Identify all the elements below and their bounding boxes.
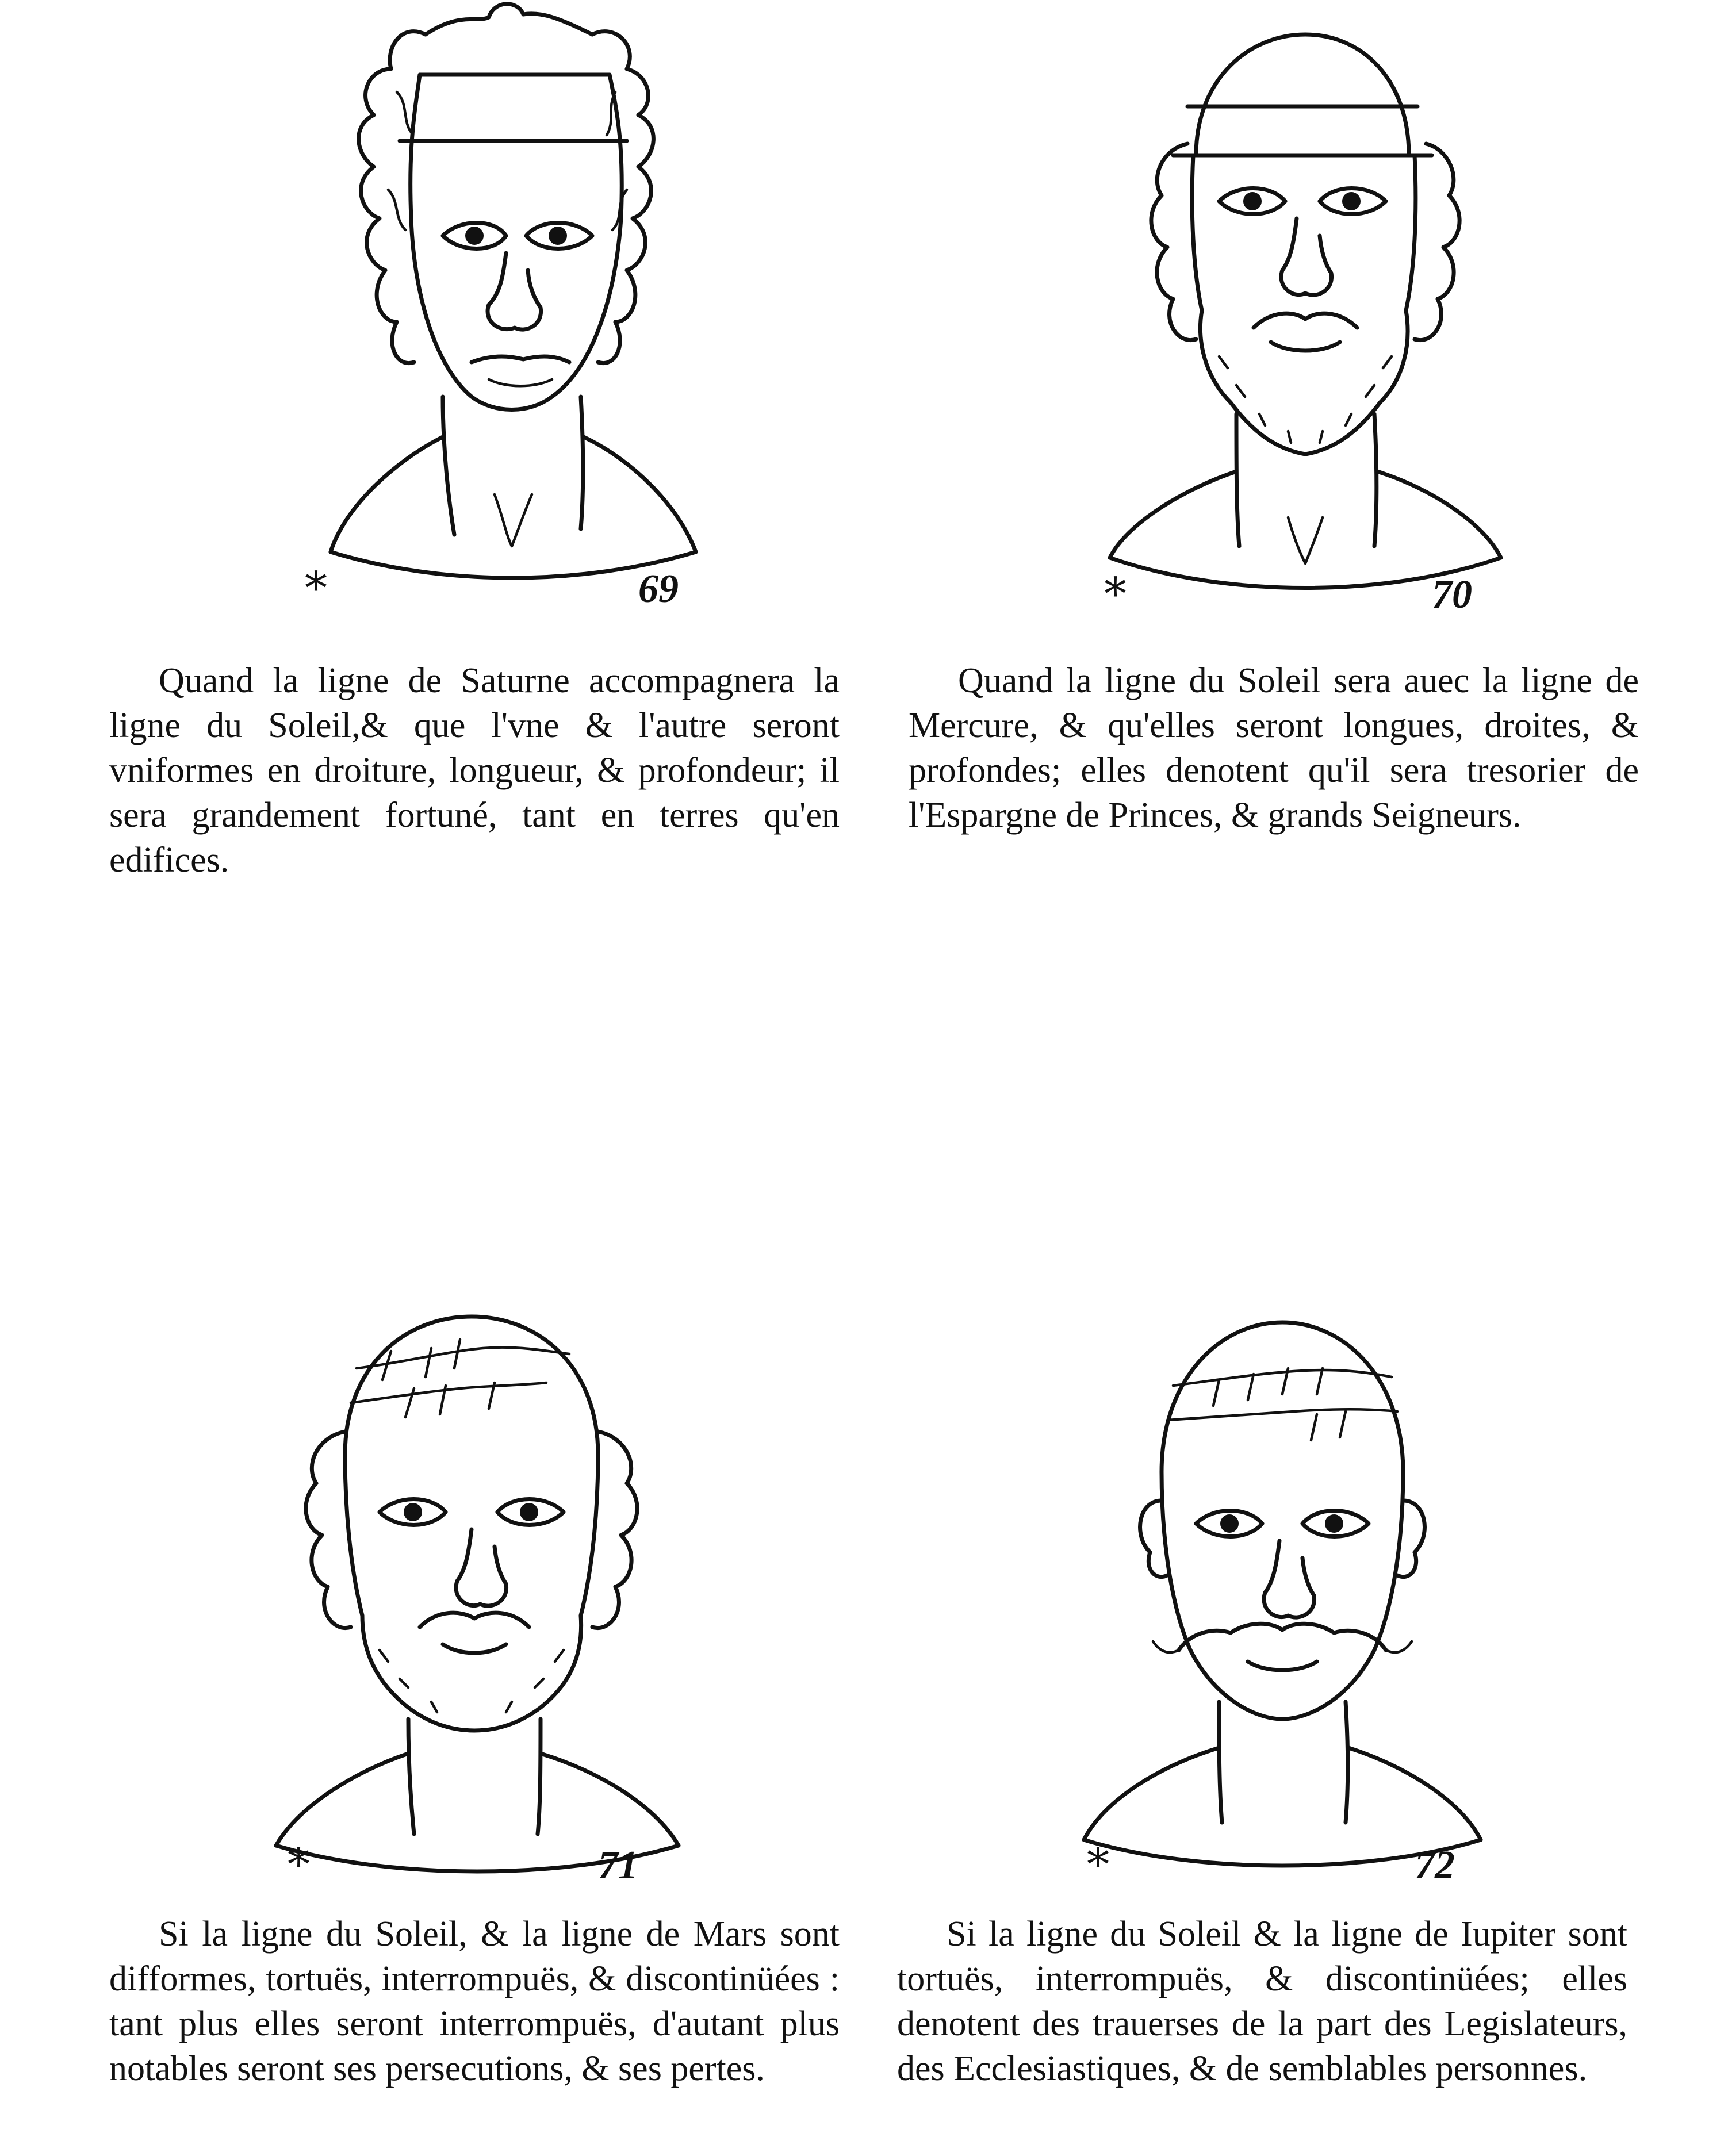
figure-number: 71	[598, 1843, 638, 1888]
figure-number: 69	[638, 567, 679, 611]
figure-number: 72	[1415, 1843, 1455, 1888]
figure-number: 70	[1432, 573, 1472, 617]
asterisk-mark: *	[1104, 569, 1127, 620]
bearded-man-face-engraving	[242, 1282, 702, 1892]
caption-70: Quand la ligne du Soleil sera auec la ligne de Mercure, & qu'elles seront longues, droites, & profondes; elles denotent qu'il sera tresorier de l'Espargne de Princes, & grands Seigneurs.	[909, 661, 1639, 835]
caption-72: Si la ligne du Soleil & la ligne de Iupiter sont tortuës, interrompuës, & discontinüées; elles denotent des trauerses de la part des Legislateurs, des Ecclesiastiques, & de semblables personnes.	[897, 1915, 1627, 2088]
moustached-man-face-engraving	[1047, 1282, 1507, 1892]
caption-71: Si la ligne du Soleil, & la ligne de Mars sont difformes, tortuës, interrompuës, & discontinüées : tant plus elles seront interrompuës, d'autant plus notables seront ses persecutions, & ses pertes.	[109, 1915, 840, 2088]
face-illustration-72	[1047, 1282, 1507, 1892]
face-illustration-70	[1064, 11, 1524, 621]
caption-69: Quand la ligne de Saturne accompagnera la ligne du Soleil,& que l'vne & l'autre seront vniformes en droiture, longueur, & profondeur; il sera grandement fortuné, tant en terres qu'en edifices.	[109, 661, 840, 880]
bearded-man-face-engraving	[1064, 11, 1524, 621]
asterisk-mark: *	[1087, 1839, 1109, 1891]
woman-face-engraving	[270, 0, 730, 615]
face-illustration-71	[242, 1282, 702, 1892]
face-illustration-69	[270, 0, 730, 615]
asterisk-mark: *	[288, 1839, 310, 1891]
asterisk-mark: *	[305, 563, 327, 615]
